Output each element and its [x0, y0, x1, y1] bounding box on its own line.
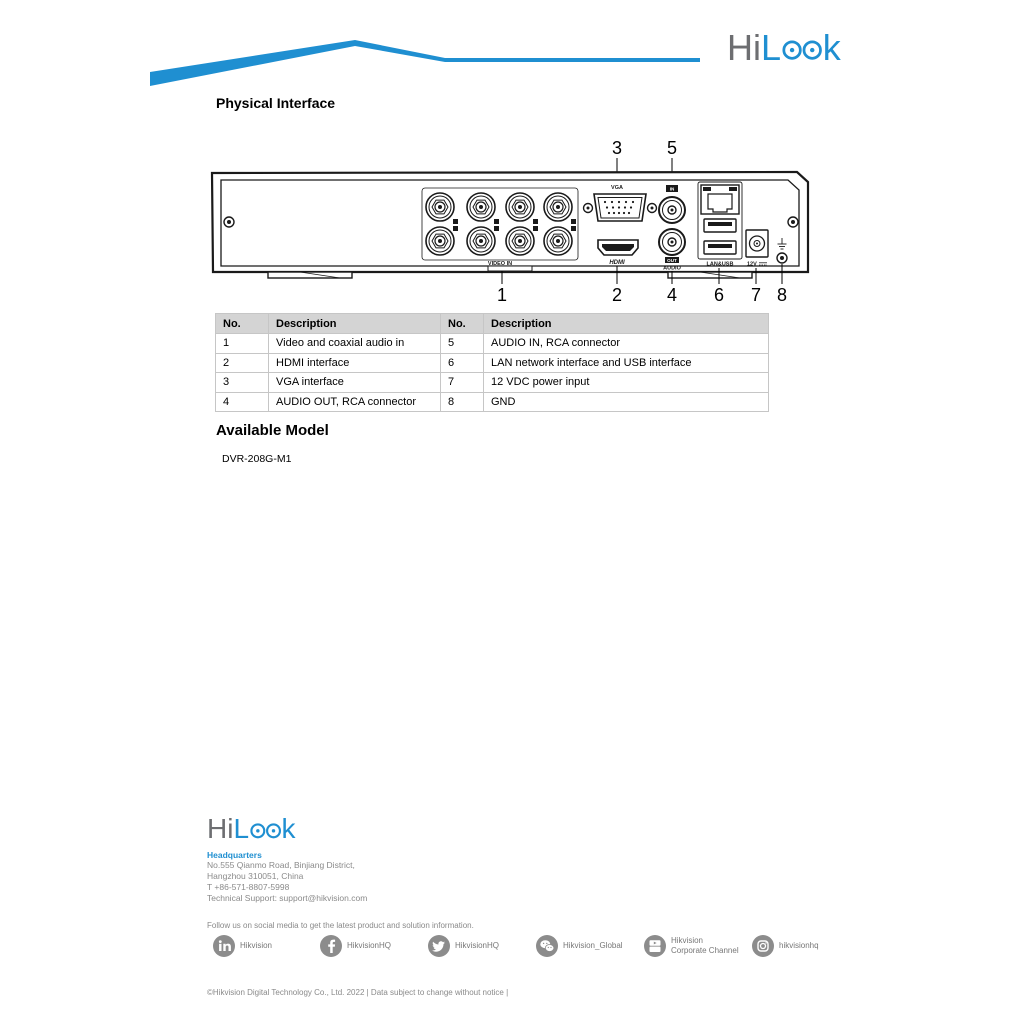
cell-no: 5	[441, 334, 484, 354]
rca-audio-out-icon	[659, 229, 685, 255]
header-description: Description	[484, 314, 769, 334]
bnc-connector-icon	[426, 227, 454, 255]
support-line: Technical Support: support@hikvision.com	[207, 893, 368, 903]
cell-description: LAN network interface and USB interface	[484, 353, 769, 373]
cell-description: Video and coaxial audio in	[269, 334, 441, 354]
bnc-connector-icon	[467, 193, 495, 221]
header-description: Description	[269, 314, 441, 334]
social-item-linkedin	[213, 935, 272, 957]
hilook-logo-header	[727, 27, 841, 68]
bnc-connector-icon	[506, 193, 534, 221]
callout-6: 6	[713, 285, 725, 305]
social-item-facebook	[320, 935, 391, 957]
ground-terminal-icon	[777, 253, 787, 263]
power-label: 12V	[747, 261, 757, 268]
cell-description: GND	[484, 392, 769, 412]
audio-label: AUDIO	[663, 265, 681, 272]
table-row	[216, 353, 769, 373]
logo-eye-icon	[782, 40, 822, 60]
bnc-connector-icon	[426, 193, 454, 221]
header-banner	[0, 0, 1024, 100]
social-label-line: Hikvision	[671, 936, 704, 945]
cell-description: 12 VDC power input	[484, 373, 769, 393]
linkedin-icon	[213, 935, 235, 957]
cell-no: 7	[441, 373, 484, 393]
interface-table-wrap	[215, 313, 769, 412]
cell-no: 2	[216, 353, 269, 373]
social-label-line: Corporate Channel	[671, 946, 739, 955]
audio-in-badge-label: IN	[669, 186, 675, 192]
youtube-icon	[644, 935, 666, 957]
cell-no: 1	[216, 334, 269, 354]
callout-4: 4	[666, 285, 678, 305]
dc-power-jack-icon	[746, 230, 768, 257]
social-item-youtube	[644, 935, 739, 957]
lan-usb-label: LAN&USB	[706, 261, 734, 268]
address-line: Hangzhou 310051, China	[207, 871, 304, 881]
hdmi-port-icon	[598, 240, 638, 255]
social-label: Hikvision_Global	[563, 941, 623, 950]
bnc-connector-icon	[506, 227, 534, 255]
logo-text-k: k	[281, 813, 296, 844]
physical-interface-title: Physical Interface	[216, 95, 336, 111]
hilook-logo-footer	[207, 815, 295, 843]
vga-label: VGA	[611, 185, 623, 191]
bnc-connector-icon	[544, 227, 572, 255]
cell-description: AUDIO IN, RCA connector	[484, 334, 769, 354]
social-item-wechat	[536, 935, 623, 957]
instagram-icon	[752, 935, 774, 957]
callout-1: 1	[496, 285, 508, 305]
table-row	[216, 373, 769, 393]
address-block	[207, 860, 367, 904]
social-item-twitter	[428, 935, 499, 957]
callout-5: 5	[666, 138, 678, 158]
cell-description: VGA interface	[269, 373, 441, 393]
social-label	[671, 936, 739, 956]
wechat-icon	[536, 935, 558, 957]
table-header-row	[216, 314, 769, 334]
logo-eye-icon	[250, 823, 281, 839]
callout-8: 8	[776, 285, 788, 305]
address-line: No.555 Qianmo Road, Binjiang District,	[207, 860, 355, 870]
rca-audio-in-icon	[659, 197, 685, 223]
cell-no: 6	[441, 353, 484, 373]
table-row	[216, 392, 769, 412]
callout-2: 2	[611, 285, 623, 305]
cell-no: 3	[216, 373, 269, 393]
facebook-icon	[320, 935, 342, 957]
logo-text-hi: Hi	[207, 813, 234, 844]
available-model-title: Available Model	[216, 422, 329, 439]
cell-no: 4	[216, 392, 269, 412]
cell-no: 8	[441, 392, 484, 412]
social-label: hikvisionhq	[779, 941, 819, 950]
social-label: HikvisionHQ	[455, 941, 500, 950]
social-label: HikvisionHQ	[347, 941, 392, 950]
usb-port-icon	[704, 219, 736, 232]
hdmi-label: HDMI	[609, 260, 625, 266]
interface-table	[215, 313, 769, 412]
logo-text-hi: Hi	[727, 27, 761, 68]
video-in-label: VIDEO IN	[487, 261, 513, 267]
header-no: No.	[216, 314, 269, 334]
lan-port-icon	[701, 185, 739, 214]
social-item-instagram	[752, 935, 819, 957]
logo-text-k: k	[822, 27, 841, 68]
follow-text: Follow us on social media to get the latest product and solution information.	[207, 921, 474, 930]
copyright-notice: ©Hikvision Digital Technology Co., Ltd. 2022 | Data subject to change without notice |	[207, 988, 509, 997]
audio-out-badge-label: OUT	[667, 257, 677, 263]
screw-icon	[224, 217, 234, 227]
model-name: DVR-208G-M1	[222, 453, 292, 465]
cell-description: HDMI interface	[269, 353, 441, 373]
table-row	[216, 334, 769, 354]
phone-line: T +86-571-8807-5998	[207, 882, 290, 892]
rear-panel-diagram	[0, 130, 1024, 315]
bnc-connector-icon	[467, 227, 495, 255]
usb-port-icon	[704, 241, 736, 254]
chassis-foot	[268, 272, 352, 278]
twitter-icon	[428, 935, 450, 957]
logo-text-l: L	[233, 813, 250, 844]
cell-description: AUDIO OUT, RCA connector	[269, 392, 441, 412]
chassis-foot	[668, 272, 752, 278]
logo-text-l: L	[761, 27, 782, 68]
screw-icon	[788, 217, 798, 227]
callout-3: 3	[611, 138, 623, 158]
social-label: Hikvision	[240, 941, 273, 950]
callout-7: 7	[750, 285, 762, 305]
header-no: No.	[441, 314, 484, 334]
headquarters-label: Headquarters	[207, 850, 262, 860]
bnc-connector-icon	[544, 193, 572, 221]
